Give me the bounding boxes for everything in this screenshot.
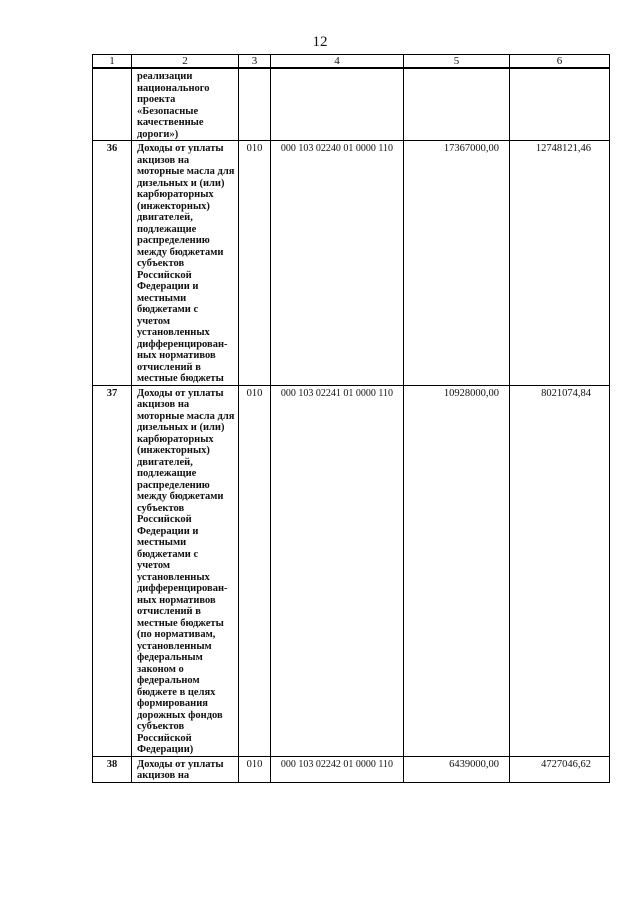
actual-amount-cell: 4727046,62 <box>510 756 610 782</box>
description-line: (инжекторных) <box>137 445 210 456</box>
line-code-cell: 010 <box>239 141 271 386</box>
description-line: учетом <box>137 315 171 327</box>
description-line: Российской <box>137 514 192 525</box>
description-line: федеральном <box>137 675 200 686</box>
description-line: субъектов <box>137 502 185 514</box>
description-line: местными <box>137 292 187 304</box>
description-line: бюджетами с <box>137 548 199 560</box>
row-number-cell <box>93 68 132 141</box>
planned-amount-cell: 6439000,00 <box>404 756 510 782</box>
description-line: «Безопасные <box>137 105 199 117</box>
description-line: акцизов на <box>137 770 190 781</box>
description-line: дизельных и (или) <box>137 177 225 189</box>
description-line: Доходы от уплаты <box>137 143 224 154</box>
description-line: местными <box>137 537 187 548</box>
actual-amount-cell: 12748121,46 <box>510 141 610 386</box>
table-row <box>93 141 610 386</box>
description-line: подлежащие <box>137 468 197 479</box>
description-line: ных нормативов <box>137 350 216 361</box>
description-line: учетом <box>137 560 171 571</box>
column-header: 3 <box>239 55 271 69</box>
description-line: Доходы от уплаты <box>137 387 224 399</box>
description-line: законом о <box>137 663 184 675</box>
description-line: двигателей, <box>137 456 193 468</box>
row-number-cell: 37 <box>93 385 132 756</box>
column-header: 4 <box>271 55 404 69</box>
description-line: местные бюджеты <box>137 617 224 629</box>
description-line: Доходы от уплаты <box>137 758 224 770</box>
description-line: местные бюджеты <box>137 373 224 384</box>
description-line: Федерации и <box>137 525 199 537</box>
description-line: акцизов на <box>137 154 190 166</box>
description-line: моторные масла для <box>137 410 235 422</box>
description-line: ных нормативов <box>137 594 216 606</box>
description-line: (инжекторных) <box>137 200 210 212</box>
description-line: между бюджетами <box>137 491 224 502</box>
description-line: дизельных и (или) <box>137 422 225 433</box>
description-cell <box>132 385 239 756</box>
actual-amount-cell: 8021074,84 <box>510 385 610 756</box>
description-line: дорожных фондов <box>137 709 223 721</box>
description-line: Федерации) <box>137 744 194 755</box>
description-line: карбюраторных <box>137 433 214 445</box>
description-line: проекта <box>137 94 176 105</box>
description-line: Российской <box>137 269 192 281</box>
line-code-cell <box>239 68 271 141</box>
line-code-cell: 010 <box>239 385 271 756</box>
description-line: подлежащие <box>137 223 197 235</box>
budget-code-cell <box>271 68 404 141</box>
description-line: распределению <box>137 235 210 246</box>
planned-amount-cell: 10928000,00 <box>404 385 510 756</box>
description-cell <box>132 141 239 386</box>
column-header: 2 <box>132 55 239 69</box>
description-line: реализации <box>137 71 193 82</box>
description-line: субъектов <box>137 258 185 269</box>
description-line: двигателей, <box>137 212 193 223</box>
description-line: качественные <box>137 117 204 128</box>
description-line: акцизов на <box>137 399 190 410</box>
row-number-cell: 36 <box>93 141 132 386</box>
description-line: дифференцирован- <box>137 583 228 594</box>
table-row <box>93 756 610 782</box>
description-line: установленных <box>137 327 210 338</box>
description-line: установленных <box>137 571 210 583</box>
column-header: 6 <box>510 55 610 69</box>
description-line: моторные масла для <box>137 166 235 177</box>
planned-amount-cell <box>404 68 510 141</box>
description-line: Российской <box>137 732 192 744</box>
description-line: между бюджетами <box>137 246 224 258</box>
budget-code-cell: 000 103 02240 01 0000 110 <box>271 141 404 386</box>
description-line: установленным <box>137 640 212 652</box>
table-row <box>93 385 610 756</box>
description-line: федеральным <box>137 652 203 663</box>
line-code-cell: 010 <box>239 756 271 782</box>
actual-amount-cell <box>510 68 610 141</box>
description-line: субъектов <box>137 721 185 732</box>
description-line: отчислений в <box>137 606 201 617</box>
description-line: дифференцирован- <box>137 338 228 350</box>
description-line: (по нормативам, <box>137 629 216 640</box>
description-line: карбюраторных <box>137 189 214 200</box>
planned-amount-cell: 17367000,00 <box>404 141 510 386</box>
description-line: распределению <box>137 479 210 491</box>
description-line: формирования <box>137 698 208 709</box>
budget-code-cell: 000 103 02241 01 0000 110 <box>271 385 404 756</box>
page-number: 12 <box>312 34 328 50</box>
description-cell <box>132 756 239 782</box>
table-row <box>93 68 610 141</box>
column-header: 5 <box>404 55 510 69</box>
column-header: 1 <box>93 55 132 69</box>
revenue-table <box>92 54 610 783</box>
description-line: Федерации и <box>137 281 199 292</box>
description-line: отчислений в <box>137 361 201 373</box>
description-line: бюджете в целях <box>137 686 216 698</box>
description-line: бюджетами с <box>137 304 199 315</box>
table-header-row <box>93 55 610 69</box>
budget-code-cell: 000 103 02242 01 0000 110 <box>271 756 404 782</box>
description-line: дороги») <box>137 128 179 140</box>
description-cell <box>132 68 239 141</box>
description-line: национального <box>137 82 210 94</box>
row-number-cell: 38 <box>93 756 132 782</box>
